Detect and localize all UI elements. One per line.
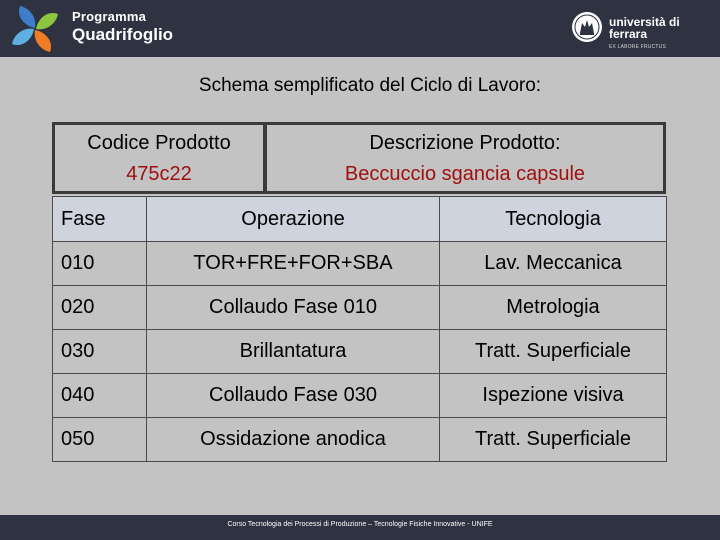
cell-tecnologia: Tratt. Superficiale — [440, 330, 667, 374]
page-title: Schema semplificato del Ciclo di Lavoro: — [198, 75, 542, 96]
cell-fase: 010 — [53, 242, 147, 286]
cell-operazione: Ossidazione anodica — [147, 418, 440, 462]
cell-fase: 030 — [53, 330, 147, 374]
table-row — [53, 242, 667, 286]
university-title: università di ferrara — [609, 15, 680, 41]
footer-band — [0, 515, 720, 540]
cell-operazione: Collaudo Fase 010 — [147, 286, 440, 330]
cell-operazione: Brillantatura — [147, 330, 440, 374]
cell-fase: 040 — [53, 374, 147, 418]
university-motto: EX LABORE FRUCTUS — [609, 44, 667, 50]
product-code-box — [52, 122, 266, 194]
cell-tecnologia: Ispezione visiva — [440, 374, 667, 418]
university-name — [609, 16, 720, 50]
cell-fase: 020 — [53, 286, 147, 330]
header-fase: Fase — [53, 197, 147, 242]
work-cycle-table — [52, 196, 667, 462]
cell-tecnologia: Lav. Meccanica — [440, 242, 667, 286]
table-row — [53, 286, 667, 330]
table-header-row — [53, 197, 667, 242]
brand-line2: Quadrifoglio — [72, 25, 174, 44]
cell-tecnologia: Metrologia — [440, 286, 667, 330]
brand-name — [72, 10, 173, 43]
table-row — [53, 418, 667, 462]
footer-text: Corso Tecnologia dei Processi di Produzione – Tecnologie Fisiche Innovative - UNIFE — [227, 521, 493, 528]
header-tecnologia: Tecnologia — [440, 197, 667, 242]
header-band — [0, 0, 720, 57]
cell-tecnologia: Tratt. Superficiale — [440, 418, 667, 462]
product-description-value: Beccuccio sgancia capsule — [344, 163, 586, 185]
product-code-value: 475c22 — [126, 163, 192, 185]
brand-line1: Programma — [72, 9, 147, 24]
product-code-label: Codice Prodotto — [87, 132, 231, 154]
cell-operazione: TOR+FRE+FOR+SBA — [147, 242, 440, 286]
quadrifoglio-logo-icon — [10, 4, 60, 54]
table-row — [53, 374, 667, 418]
product-description-box — [264, 122, 666, 194]
cell-operazione: Collaudo Fase 030 — [147, 374, 440, 418]
header-operazione: Operazione — [147, 197, 440, 242]
university-seal-icon — [571, 11, 603, 43]
cell-fase: 050 — [53, 418, 147, 462]
table-row — [53, 330, 667, 374]
product-description-label: Descrizione Prodotto: — [369, 132, 561, 154]
